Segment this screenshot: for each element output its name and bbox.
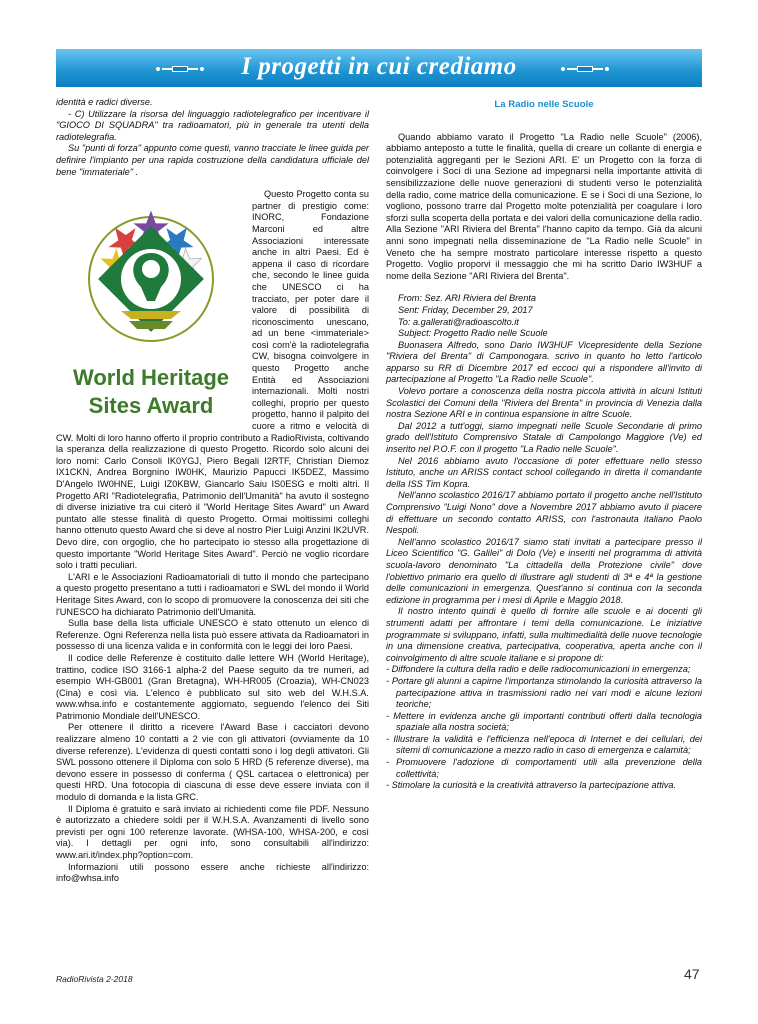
email-from: From: Sez. ARI Riviera del Brenta <box>398 293 537 304</box>
message-galilei: Nell'anno scolastico 2016/17 siamo stati invitati a partecipare presso il Liceo Scientifico "G. Galilei" di Dolo (Ve) e inseriti nel programma di attività scuola-lavoro denominato "La cittadella della Protezione civile" dove l'obiettivo primario era quello di illustrare agli studenti di 3ª e 4ª la gestione delle comunicazioni in emergenza. Quest'anno si continua con la seconda edizione in programma per i mesi di Aprile e Maggio 2018. <box>386 536 702 605</box>
paragraph-identity: identità e radici diverse. <box>56 97 153 107</box>
paragraph-intro: Quando abbiamo varato il Progetto "La Radio nelle Scuole" (2006), abbiamo anteposto a tutte le finalità, quella di creare un collante di energia e potenzialità aggreganti per le Sezioni ARI. E' un Progetto con la forza di coinvolgere i Soci di una Sezione ad impegnarsi nella importante attività di sensibilizzazione delle nuove generazioni di studenti verso le potenzialità della radio, come matrice della comunicazione. E se i Soci di una Sezione, lo vogliono, possono trarre dal Progetto molte potenzialità per coagulare i loro sforzi sulla scoperta della portata e dei valori della comunicazione della radio. Alla Sezione "ARI Riviera del Brenta" l'hanno capito da tempo. Già da alcuni anni sono impegnati nella disseminazione de "La Radio nelle Scuole" in Veneto che ha sempre mostrato particolare interesse rispetto a questo Progetto. Voglio proporvi il messaggio che mi ha scritto Dario IW3HUF a nome della Sezione "ARI Riviera del Brenta". <box>386 131 702 281</box>
section-title: La Radio nelle Scuole <box>494 99 594 110</box>
message-2012: Dal 2012 a tutt'oggi, siamo impegnati nelle Scuole Secondarie di primo grado dell'Istituto Comprensivo Statale di Campolongo Maggiore (Ve) ed inserito nel P.O.F. con il progetto "La Radio nelle Scuole". <box>386 420 702 455</box>
paragraph-ari-award: L'ARI e le Associazioni Radioamatoriali di tutto il mondo che partecipano a questo progetto presentano a tutti i radioamatori e SWL del mondo il World Heritage Sites Award, con lo scopo di promuovere la conoscenza dei siti che l'UNESCO ha dichiarato Patrimonio dell'Umanità. <box>56 571 369 617</box>
list-item: - Illustrare la validità e l'efficienza nell'epoca di Internet e dei cellulari, dei sitemi di comunicazione a mezzo radio in caso di emergenza e calamità; <box>386 733 702 756</box>
list-item: - Mettere in evidenza anche gli importanti contributi offerti dalla tecnologia spaziale alla nostra società; <box>386 710 702 733</box>
email-to: To: a.gallerati@radioascolto.it <box>398 316 519 327</box>
banner-ornament-right <box>561 66 609 72</box>
email-subject: Subject: Progetto Radio nelle Scuole <box>398 328 548 339</box>
right-column <box>386 97 702 792</box>
paragraph-references: Sulla base della lista ufficiale UNESCO è stato ottenuto un elenco di Referenze. Ogni Referenza nella lista può essere attivata da Radioamatori in possesso di una licenza valida e in conformità con le leggi dei loro Paesi. <box>56 618 369 652</box>
message-intent: Il nostro intento quindi è quello di fornire alle scuole e ai docenti gli strumenti adatti per affrontare i temi della comunicazione. Le iniziative programmate si sviluppano, infatti, sulla multimedialità delle nuove tecnologie in una dimensione creativa, partecipativa, cooperativa, aperta anche con il coinvolgimento di altre scuole italiane e si propone di: <box>386 606 702 663</box>
header-banner <box>56 49 702 87</box>
message-greeting: Buonasera Alfredo, sono Dario IW3HUF Vicepresidente della Sezione "Riviera del Brenta" di Camponogara. scrivo in quanto ho letto l'articolo apparso su RR di Dicembre 2017 ed eccoci qui a rispondere all'invito di partecipazione al Progetto "La Radio nelle Scuole". <box>386 339 702 385</box>
list-item: - Portare gli alunni a capirne l'importanza stimolando la curiosità attraverso la partecipazione attiva in trasmissioni radio nei vari modi e alcune lezioni teoriche; <box>386 675 702 710</box>
left-column <box>56 97 369 885</box>
message-2016: Nel 2016 abbiamo avuto l'occasione di poter effettuare nello stesso Istituto, anche un ARISS contact school collegando in diretta il comandante della ISS Tim Kopra. <box>386 455 702 489</box>
world-heritage-award-logo <box>56 191 246 427</box>
paragraph-diploma: Il Diploma è gratuito e sarà inviato ai richiedenti come file PDF. Nessuno è autorizzato a chiedere soldi per il W.H.S.A. Avanzamenti di livello sono previsti per ogni 100 referenze lavorate. (WHSA-100, WHSA-200, e così via). I dettagli per ogni info, sono consultabili all'indirizzo: www.ari.it/index.php?option=com. <box>56 803 369 860</box>
list-item: - Diffondere la cultura della radio e delle radiocomunicazioni in emergenza; <box>386 664 691 675</box>
paragraph-partners <box>56 189 369 572</box>
paragraph-partners-text: Questo Progetto conta su partner di prestigio come: INORC, Fondazione Marconi ed altre Associazioni interessate anche in altri Paesi. Ed è appena il caso di ricordare che, secondo le linee guida che UNESCO ci ha tracciato, per poter dare il valore di possibilità di riconoscimento unescano, ad un bene <immateriale> così com'è la radiotelegrafia CW, bisogna coinvolgere in questo Progetto anche Entità ed Associazioni internazionali. Molti nostri colleghi, proprio per questo progetto, hanno il palpito del cuore a ritmo e velocità di CW. Molti di loro hanno offerto il proprio contributo a RadioRivista, coltivando la speranza della realizzazione di questo Progetto. Ricordo solo alcuni dei loro nomi: Carlo Consoli IK0YGJ, Piero Begali I2RTF, Christian Diemoz IX1CKN, Andrea Borgnino IW0HK, Maurizio Papucci IK5DEZ, Massimo D'Angelo IW0HNE, Luigi IZ0KBW, Giancarlo Saiu IS0ESG e molti altri. Il Progetto ARI "Radiotelegrafia, Patrimonio dell'Umanità" ha avuto il sostegno di diverse iniziative tra cui citerò il "World Heritage Sites Award" un Award puntato alle stesse finalità di questo Progetto. Ormai moltissimi colleghi hanno ottenuto questo Award che si deve al nostro Pier Luigi Anzini IK2UVR. Devo dire, con orgoglio, che ho partecipato io stesso alla progettazione di questo importante "World Heritage Sites Award". Perciò ne voglio ricordare solo i tratti peculiari. <box>56 189 369 571</box>
email-sent: Sent: Friday, December 29, 2017 <box>398 304 533 315</box>
list-item: - Stimolare la curiosità e la creatività attraverso la partecipazione attiva. <box>386 780 677 791</box>
paragraph-point-c: - C) Utilizzare la risorsa del linguaggio radiotelegrafico per incentivare il "GIOCO DI SQUADRA" tra radioamatori, più in generale tra utenti della radiotelegrafia. <box>56 108 369 142</box>
award-logo-line1: World Heritage <box>72 365 230 391</box>
paragraph-info: Informazioni utili possono essere anche richieste all'indirizzo: info@whsa.info <box>56 861 369 884</box>
paragraph-reference-code: Il codice delle Referenze è costituito dalle lettere WH (World Heritage), trattino, codice ISO 3166-1 alpha-2 del Paese seguito da tre numeri, ad esempio WH-GB001 (Gran Bretagna), WH-HR005 (Croazia), WH-CN023 (Cina) e così via. L'elenco è pubblicato sul sito web del W.H.S.A. www.whsa.info e costantemente aggiornato, seguendo l'elenco dei Siti Patrimonio Mondiale dell'UNESCO. <box>56 652 369 721</box>
message-nono: Nell'anno scolastico 2016/17 abbiamo portato il progetto anche nell'Istituto Comprensivo "Luigi Nono" dove a Novembre 2017 abbiamo avuto il piacere di effettuare un secondo contatto ARISS, con l'astronauta italiano Paolo Nespoli. <box>386 490 702 536</box>
message-activity: Volevo portare a conoscenza della nostra piccola attività in alcuni Istituti Scolastici dei Comuni della "Riviera del Brenta" in provincia di Venezia dalla nostra Sezione ARI e in continua espansione in altre Scuole. <box>386 386 702 420</box>
page-title: I progetti in cui crediamo <box>241 53 517 80</box>
page-number: 47 <box>684 966 700 982</box>
list-item: - Promuovere l'adozione di comportamenti utili alla prevenzione della collettività; <box>386 757 702 779</box>
award-logo-line2: Sites Award <box>88 393 214 419</box>
paragraph-strengths: Su "punti di forza" appunto come questi, vanno tracciate le linee guida per definire l'impianto per una rapida costruzione della candidatura ufficiale del bene "immateriale" . <box>56 143 369 177</box>
paragraph-award-base: Per ottenere il diritto a ricevere l'Award Base i cacciatori devono realizzare almeno 10 contatti a 2 vie con gli attivatori (ovviamente da 10 diverse referenze). L'evidenza di questi contatti sono i log degli attivatori. Gli SWL possono ottenere il Diploma con solo 5 HRD (5 referenze diverse), ma devono essere in possesso di conferma ( QSL cartacea o elettronica) per questi HRD. Una fotocopia di ciascuna di esse deve essere inviata con il modulo di domanda e la lista GRC. <box>56 722 369 803</box>
footer-magazine: RadioRivista 2-2018 <box>56 974 133 984</box>
